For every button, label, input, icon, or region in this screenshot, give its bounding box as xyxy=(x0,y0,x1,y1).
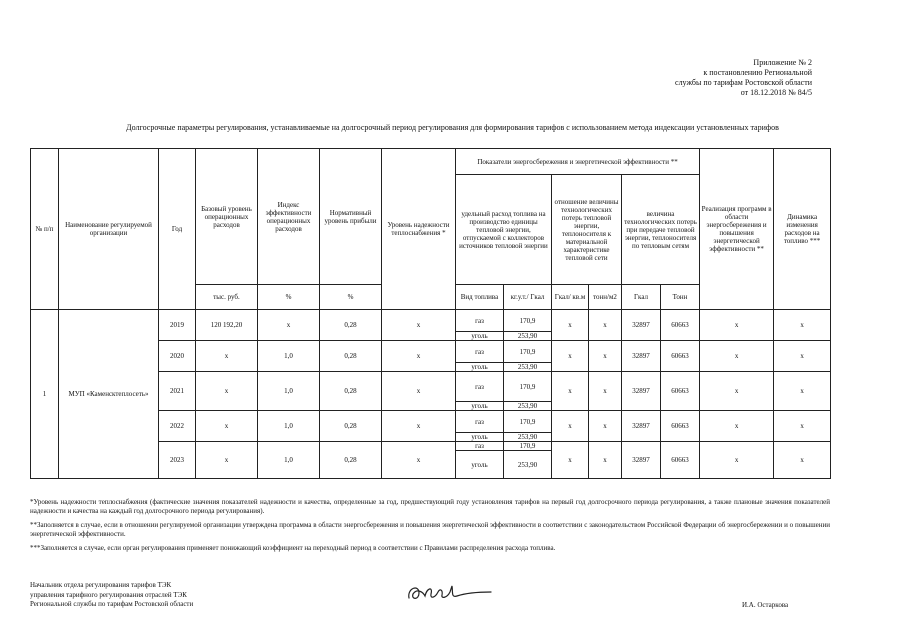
efficiency-index-cell: х xyxy=(258,310,320,341)
handwritten-signature xyxy=(405,578,495,606)
unit-fuel-type: Вид топлива xyxy=(456,285,504,310)
base-level-cell: х xyxy=(196,341,258,372)
fuel-dynamics-cell: х xyxy=(774,442,831,479)
base-level-cell: 120 192,20 xyxy=(196,310,258,341)
appendix-header xyxy=(675,58,812,98)
signer-name: И.А. Остаркова xyxy=(742,601,789,609)
header-profit-level: Нормативный уровень прибыли xyxy=(320,149,382,285)
losses-value-b-cell: 60663 xyxy=(661,341,700,372)
efficiency-index-cell: 1,0 xyxy=(258,341,320,372)
year-cell: 2023 xyxy=(159,442,196,479)
header-programs: Реализация программ в области энергосбережения и повышения энергетической эффективности ** xyxy=(700,149,774,310)
appendix-line: Приложение № 2 xyxy=(753,58,812,67)
profit-level-cell: 0,28 xyxy=(320,310,382,341)
programs-cell: х xyxy=(700,341,774,372)
year-cell: 2019 xyxy=(159,310,196,341)
base-level-cell: х xyxy=(196,372,258,411)
org-name: МУП «Каменсктеплосеть» xyxy=(59,310,159,479)
footnote-2: **Заполняется в случае, если в отношении регулируемой организации утверждена программа в области энергосбережения и повышения энергетической эффективности в соответствии с законодательством Российской Федерации об энергосбережении и о повышении энергетической эффективности. xyxy=(30,521,830,538)
unit-fuel-rate: кг.у.т./ Гкал xyxy=(504,285,552,310)
header-fuel-rate: удельный расход топлива на производство единицы тепловой энергии, отпускаемой с коллекторов источников тепловой энергии xyxy=(456,175,552,285)
losses-ratio-b-cell: х xyxy=(589,310,622,341)
profit-level-cell: 0,28 xyxy=(320,341,382,372)
fuel-rate-cell: 170,9 xyxy=(504,341,552,363)
losses-ratio-b-cell: х xyxy=(589,442,622,479)
losses-ratio-a-cell: х xyxy=(552,372,589,411)
header-org-name: Наименование регулируемой организации xyxy=(59,149,159,310)
profit-level-cell: 0,28 xyxy=(320,442,382,479)
header-reliability: Уровень надежности теплоснабжения * xyxy=(382,149,456,310)
header-efficiency-index: Индекс эффективности операционных расходов xyxy=(258,149,320,285)
fuel-type-cell: уголь xyxy=(456,363,504,372)
signatory-position xyxy=(30,581,193,610)
fuel-rate-cell: 253,90 xyxy=(504,433,552,442)
appendix-line: от 18.12.2018 № 84/5 xyxy=(740,88,812,97)
fuel-rate-cell: 170,9 xyxy=(504,442,552,451)
fuel-rate-cell: 170,9 xyxy=(504,310,552,332)
reliability-cell: х xyxy=(382,411,456,442)
header-year: Год xyxy=(159,149,196,310)
fuel-dynamics-cell: х xyxy=(774,411,831,442)
efficiency-index-cell: 1,0 xyxy=(258,411,320,442)
profit-level-cell: 0,28 xyxy=(320,372,382,411)
row-num: 1 xyxy=(31,310,59,479)
losses-value-b-cell: 60663 xyxy=(661,411,700,442)
losses-value-a-cell: 32897 xyxy=(622,372,661,411)
losses-ratio-b-cell: х xyxy=(589,411,622,442)
unit-profit-level: % xyxy=(320,285,382,310)
footnote-3: ***Заполняется в случае, если орган регулирования применяет понижающий коэффициент на переходный период в соответствии с Правилами распределения расхода топлива. xyxy=(30,544,556,552)
header-losses-value: величина технологических потерь при передаче тепловой энергии, теплоносителя по тепловым сетям xyxy=(622,175,700,285)
unit-losses-ratio-b: тонн/м2 xyxy=(589,285,622,310)
fuel-dynamics-cell: х xyxy=(774,341,831,372)
header-fuel-dynamics: Динамика изменения расходов на топливо *** xyxy=(774,149,831,310)
efficiency-index-cell: 1,0 xyxy=(258,442,320,479)
losses-ratio-a-cell: х xyxy=(552,310,589,341)
losses-ratio-a-cell: х xyxy=(552,442,589,479)
losses-ratio-a-cell: х xyxy=(552,341,589,372)
losses-value-a-cell: 32897 xyxy=(622,442,661,479)
programs-cell: х xyxy=(700,372,774,411)
fuel-type-cell: газ xyxy=(456,442,504,451)
header-energy-group: Показатели энергосбережения и энергетической эффективности ** xyxy=(456,149,700,175)
reliability-cell: х xyxy=(382,442,456,479)
losses-value-a-cell: 32897 xyxy=(622,341,661,372)
unit-base-level: тыс. руб. xyxy=(196,285,258,310)
fuel-type-cell: газ xyxy=(456,341,504,363)
fuel-type-cell: уголь xyxy=(456,332,504,341)
reliability-cell: х xyxy=(382,341,456,372)
programs-cell: х xyxy=(700,310,774,341)
header-base-level: Базовый уровень операционных расходов xyxy=(196,149,258,285)
losses-ratio-a-cell: х xyxy=(552,411,589,442)
base-level-cell: х xyxy=(196,411,258,442)
signatory-line: Региональной службы по тарифам Ростовской области xyxy=(30,600,194,608)
losses-value-a-cell: 32897 xyxy=(622,310,661,341)
profit-level-cell: 0,28 xyxy=(320,411,382,442)
reliability-cell: х xyxy=(382,310,456,341)
efficiency-index-cell: 1,0 xyxy=(258,372,320,411)
fuel-rate-cell: 253,90 xyxy=(504,332,552,341)
fuel-rate-cell: 253,90 xyxy=(504,451,552,479)
fuel-type-cell: уголь xyxy=(456,402,504,411)
parameters-table xyxy=(30,148,831,479)
fuel-rate-cell: 253,90 xyxy=(504,363,552,372)
fuel-dynamics-cell: х xyxy=(774,310,831,341)
year-cell: 2020 xyxy=(159,341,196,372)
programs-cell: х xyxy=(700,411,774,442)
losses-value-b-cell: 60663 xyxy=(661,372,700,411)
fuel-rate-cell: 253,90 xyxy=(504,402,552,411)
signatory-line: Начальник отдела регулирования тарифов ТЭК xyxy=(30,581,172,589)
unit-losses-value-b: Тонн xyxy=(661,285,700,310)
unit-losses-ratio-a: Гкал/ кв.м xyxy=(552,285,589,310)
fuel-dynamics-cell: х xyxy=(774,372,831,411)
reliability-cell: х xyxy=(382,372,456,411)
unit-losses-value-a: Гкал xyxy=(622,285,661,310)
fuel-rate-cell: 170,9 xyxy=(504,372,552,402)
footnotes xyxy=(30,498,830,558)
appendix-line: к постановлению Региональной xyxy=(703,68,812,77)
fuel-rate-cell: 170,9 xyxy=(504,411,552,433)
losses-value-b-cell: 60663 xyxy=(661,442,700,479)
fuel-type-cell: уголь xyxy=(456,451,504,479)
signatory-line: управления тарифного регулирования отраслей ТЭК xyxy=(30,590,187,599)
header-losses-ratio: отношение величины технологических потерь тепловой энергии, теплоносителя к материальной характеристике тепловой сети xyxy=(552,175,622,285)
unit-efficiency-index: % xyxy=(258,285,320,310)
document-title: Долгосрочные параметры регулирования, устанавливаемые на долгосрочный период регулирования для формирования тарифов с использованием метода индексации установленных тарифов xyxy=(126,123,779,132)
year-cell: 2022 xyxy=(159,411,196,442)
programs-cell: х xyxy=(700,442,774,479)
base-level-cell: х xyxy=(196,442,258,479)
fuel-type-cell: уголь xyxy=(456,433,504,442)
losses-ratio-b-cell: х xyxy=(589,341,622,372)
losses-value-b-cell: 60663 xyxy=(661,310,700,341)
losses-ratio-b-cell: х xyxy=(589,372,622,411)
fuel-type-cell: газ xyxy=(456,310,504,332)
header-num: № п/п xyxy=(31,149,59,310)
appendix-line: службы по тарифам Ростовской области xyxy=(675,78,812,87)
losses-value-a-cell: 32897 xyxy=(622,411,661,442)
fuel-type-cell: газ xyxy=(456,372,504,402)
year-cell: 2021 xyxy=(159,372,196,411)
footnote-1: *Уровень надежности теплоснабжения (фактические значения показателей надежности и качества, определенные за год, предшествующий году установления тарифов на первый год долгосрочного периода регулирования, а также плановые значения показателей надежности и качества на каждый год долгосрочного периода регулирования). xyxy=(30,498,830,515)
fuel-type-cell: газ xyxy=(456,411,504,433)
